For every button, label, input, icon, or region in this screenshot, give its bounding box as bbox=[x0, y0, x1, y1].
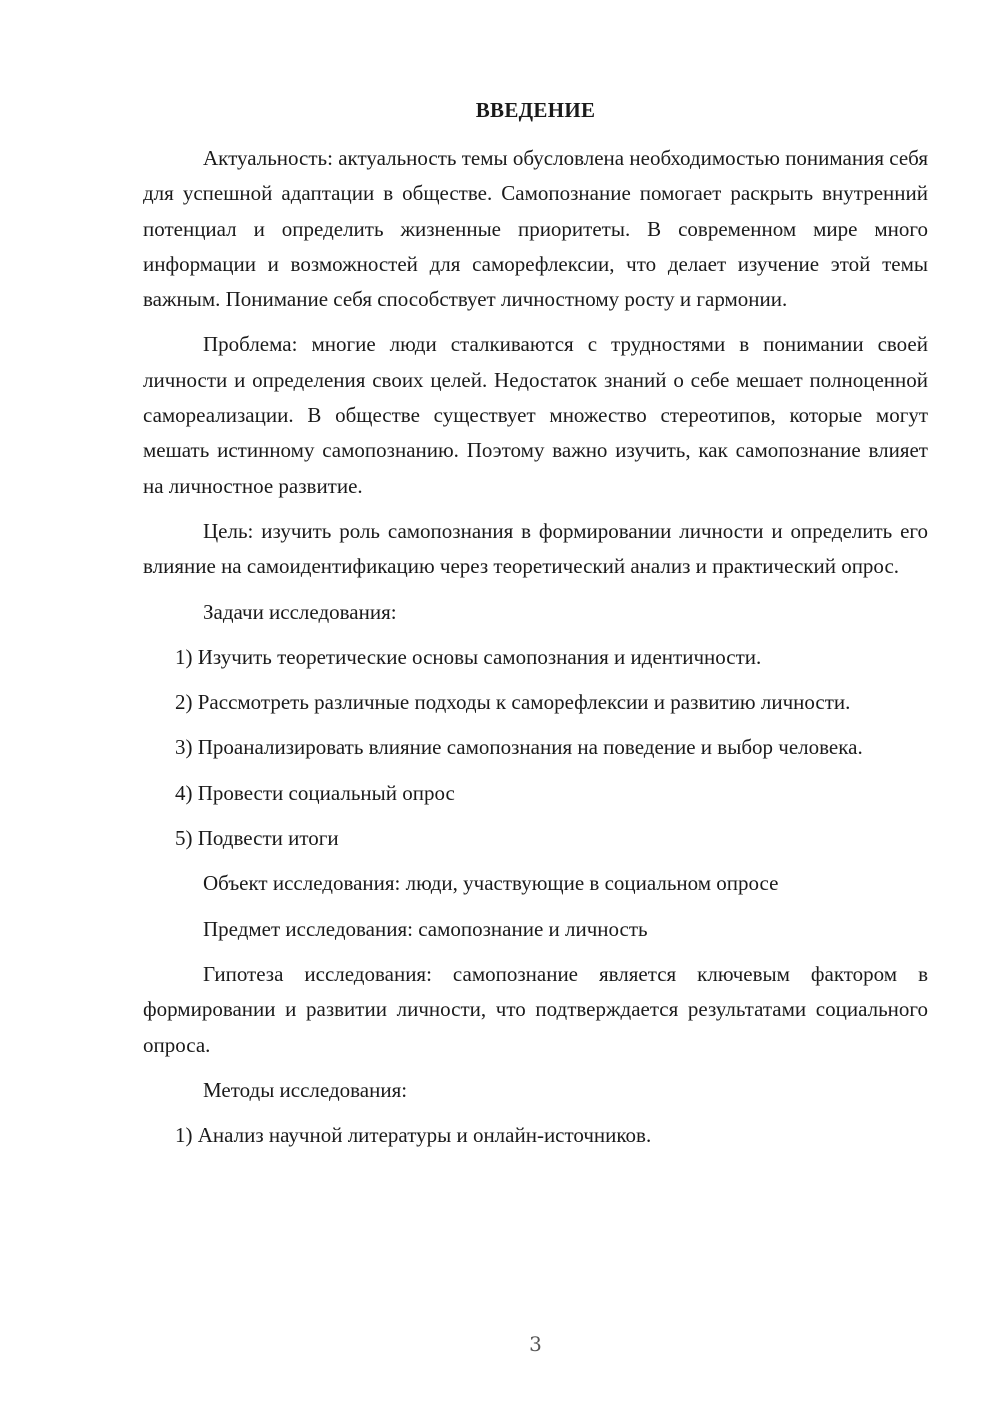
paragraph-object: Объект исследования: люди, участвующие в социальном опросе bbox=[203, 871, 779, 896]
task-item-3: 3) Проанализировать влияние самопознания на поведение и выбор человека. bbox=[175, 735, 863, 760]
task-item-2: 2) Рассмотреть различные подходы к саморефлексии и развитию личности. bbox=[175, 690, 851, 715]
paragraph-hypothesis: Гипотеза исследования: самопознание является ключевым фактором в формировании и развитии личности, что подтверждается результатами социального опроса. bbox=[143, 961, 928, 1057]
task-item-1: 1) Изучить теоретические основы самопознания и идентичности. bbox=[175, 644, 762, 669]
method-item-1: 1) Анализ научной литературы и онлайн-источников. bbox=[175, 1123, 652, 1148]
document-body bbox=[143, 141, 928, 1153]
tasks-heading: Задачи исследования: bbox=[203, 599, 397, 624]
page-title: ВВЕДЕНИЕ bbox=[475, 98, 596, 122]
task-item-4: 4) Провести социальный опрос bbox=[175, 780, 455, 805]
paragraph-goal: Цель: изучить роль самопознания в формировании личности и определить его влияние на самоидентификацию через теоретический анализ и практический опрос. bbox=[143, 518, 928, 579]
task-item-5: 5) Подвести итоги bbox=[175, 826, 339, 851]
paragraph-problem: Проблема: многие люди сталкиваются с трудностями в понимании своей личности и определения своих целей. Недостаток знаний о себе мешает полноценной самореализации. В обществе существует множество стереотипов, которые могут мешать истинному самопознанию. Поэтому важно изучить, как самопознание влияет на личностное развитие. bbox=[143, 332, 928, 498]
page-number: 3 bbox=[529, 1332, 542, 1356]
paragraph-relevance: Актуальность: актуальность темы обусловлена необходимостью понимания себя для успешной адаптации в обществе. Самопознание помогает раскрыть внутренний потенциал и определить жизненные приоритеты. В современном мире много информации и возможностей для саморефлексии, что делает изучение этой темы важным. Понимание себя способствует личностному росту и гармонии. bbox=[143, 146, 928, 312]
document-page bbox=[143, 0, 928, 1414]
methods-heading: Методы исследования: bbox=[203, 1077, 408, 1102]
paragraph-subject: Предмет исследования: самопознание и личность bbox=[203, 916, 648, 941]
